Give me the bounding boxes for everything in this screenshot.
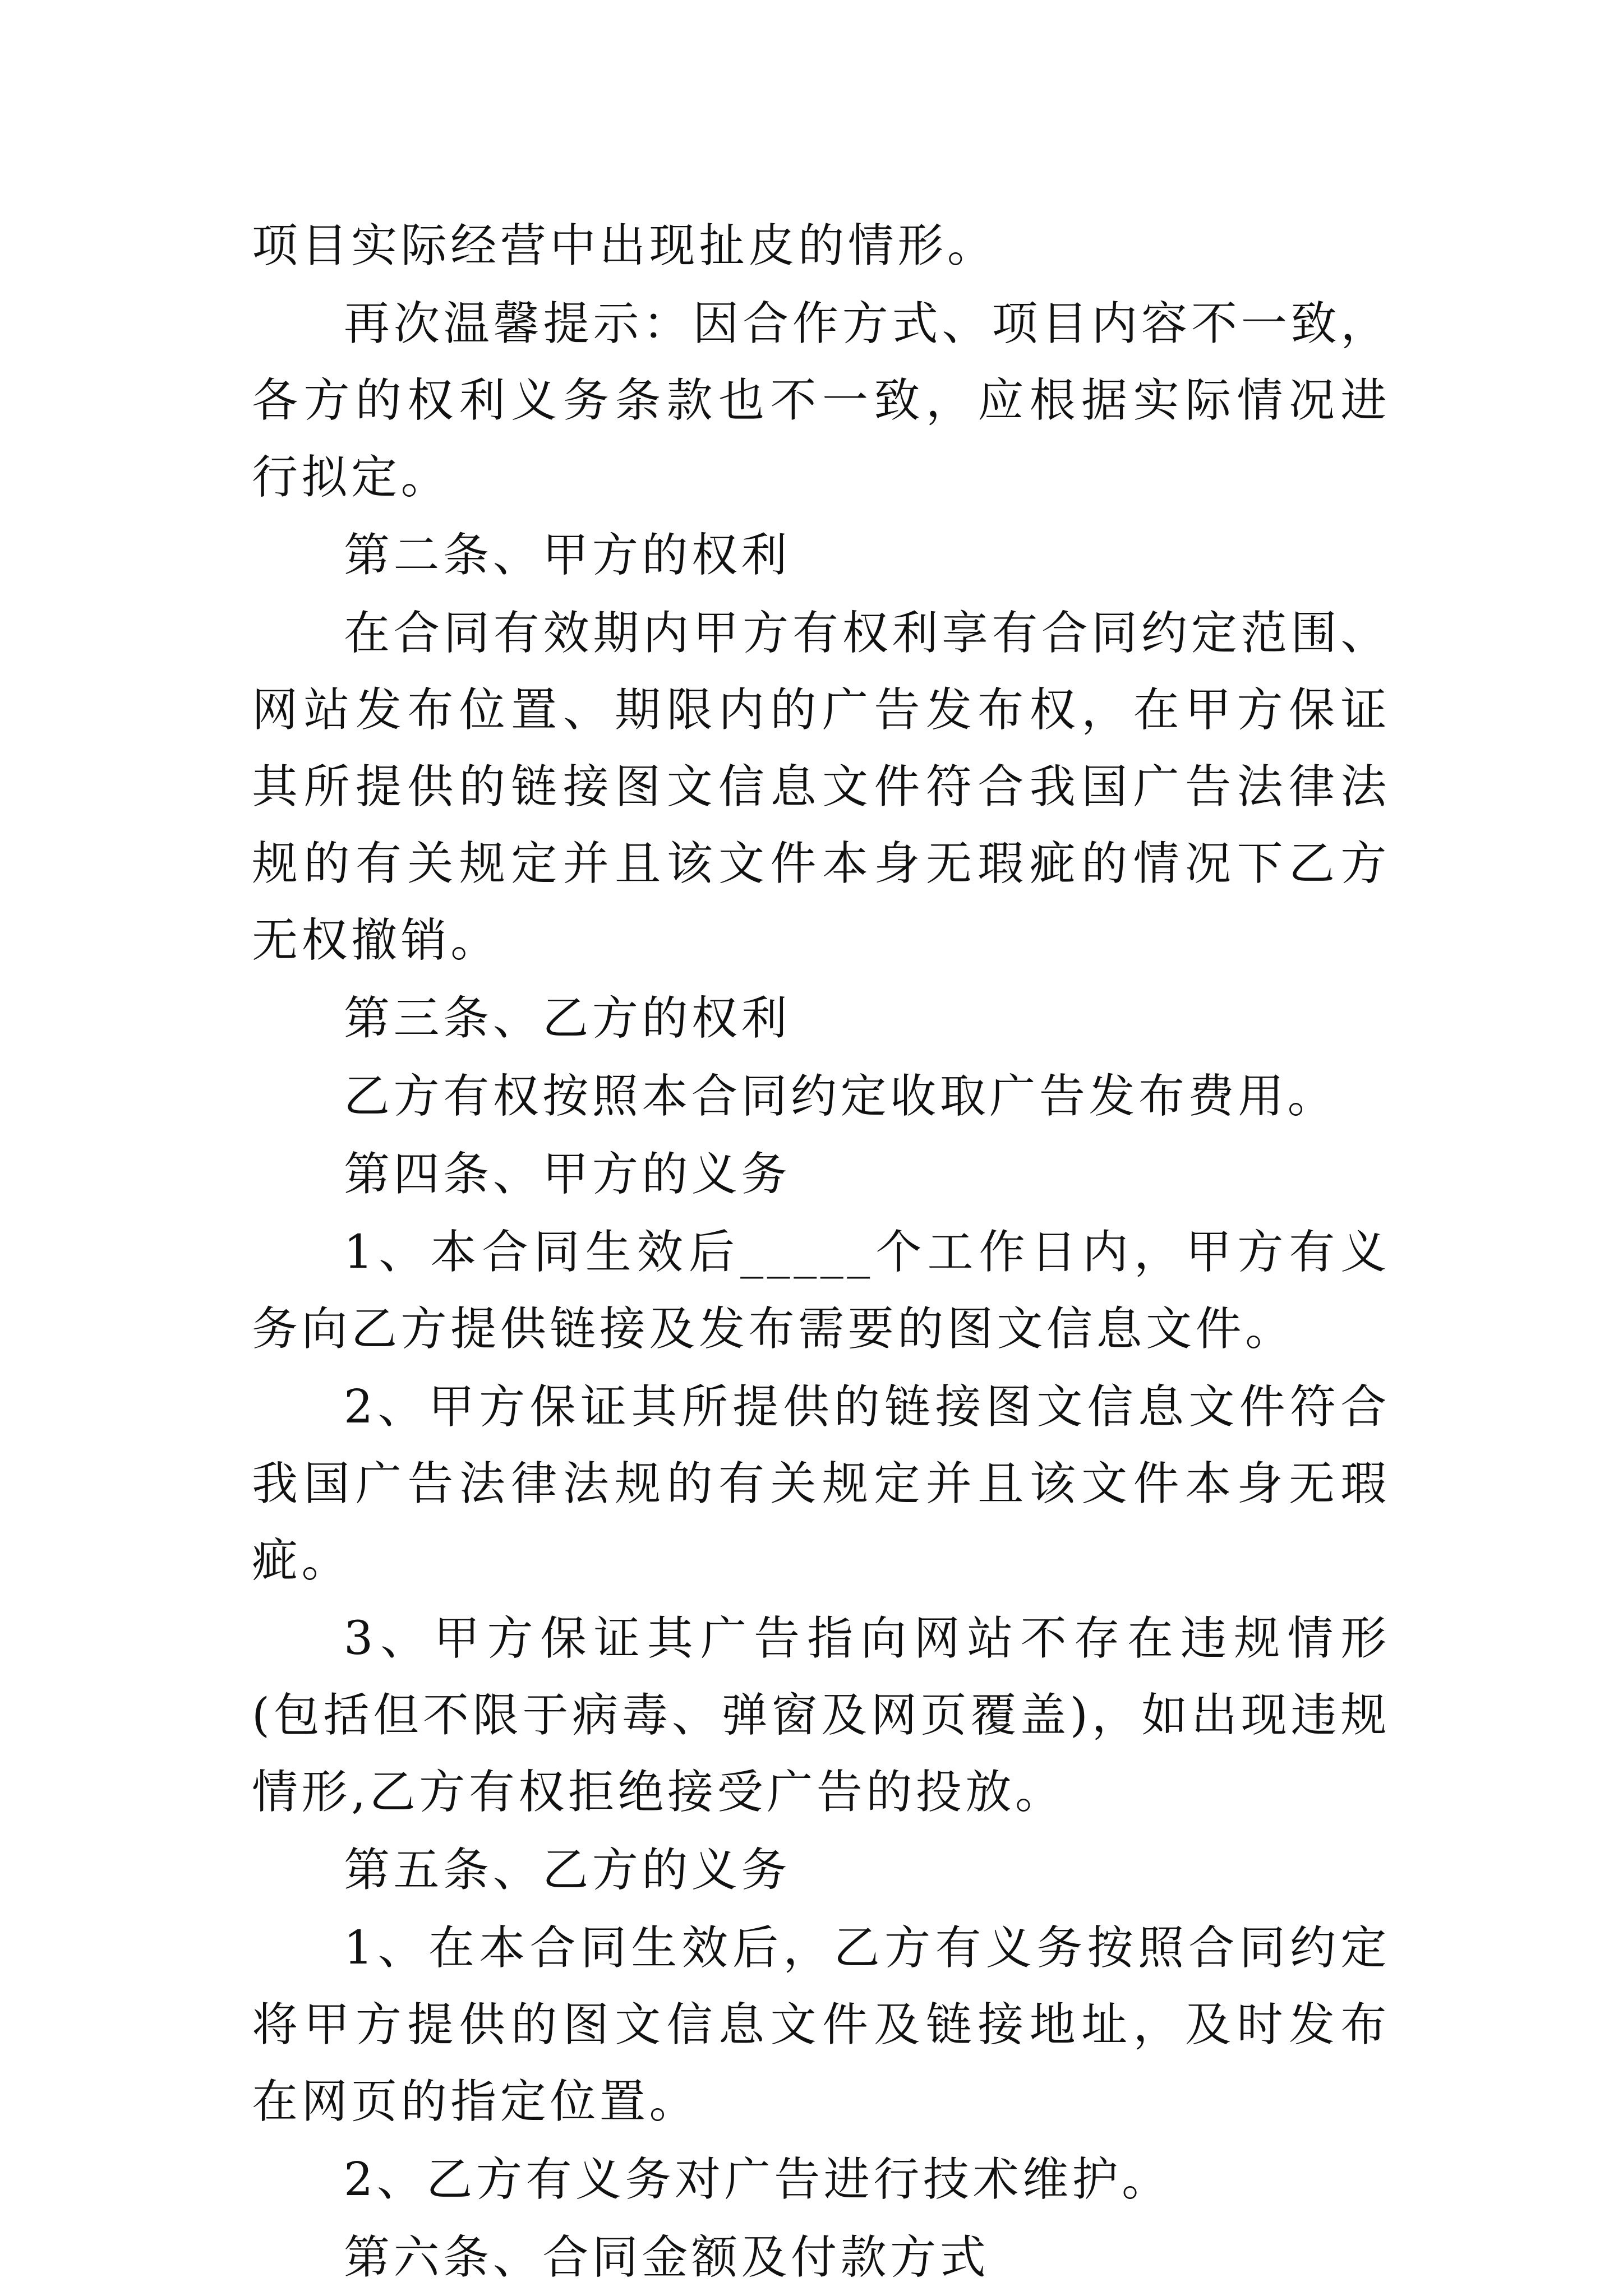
heading-article-2: 第二条、甲方的权利 — [344, 529, 791, 582]
paragraph-article-4-item-1: 1、本合同生效后_____个工作日内，甲方有义务向乙方提供链接及发布需要的图文信息文件。 — [252, 1226, 1390, 1356]
heading-article-4: 第四条、甲方的义务 — [344, 1148, 791, 1201]
paragraph-article-4-item-2: 2、甲方保证其所提供的链接图文信息文件符合我国广告法律法规的有关规定并且该文件本身无瑕疵。 — [252, 1380, 1390, 1587]
paragraph-article-5-item-2: 2、乙方有义务对广告进行技术维护。 — [344, 2153, 1172, 2206]
paragraph-article-5-item-1: 1、在本合同生效后，乙方有义务按照合同约定将甲方提供的图文信息文件及链接地址，及时发布在网页的指定位置。 — [252, 1921, 1390, 2128]
paragraph-continuation: 项目实际经营中出现扯皮的情形。 — [252, 219, 997, 272]
paragraph-article-4-item-3: 3、甲方保证其广告指向网站不存在违规情形(包括但不限于病毒、弹窗及网页覆盖)，如出现违规情形,乙方有权拒绝接受广告的投放。 — [252, 1612, 1390, 1819]
heading-article-5: 第五条、乙方的义务 — [344, 1844, 791, 1897]
heading-article-6: 第六条、合同金额及付款方式 — [344, 2231, 990, 2284]
heading-article-3: 第三条、乙方的权利 — [344, 992, 791, 1045]
paragraph-article-3-body: 乙方有权按照本合同约定收取广告发布费用。 — [344, 1070, 1338, 1123]
paragraph-reminder: 再次温馨提示：因合作方式、项目内容不一致，各方的权利义务条款也不一致，应根据实际情况进行拟定。 — [252, 297, 1390, 504]
document-body — [252, 207, 1390, 2296]
paragraph-article-2-body: 在合同有效期内甲方有权利享有合同约定范围、网站发布位置、期限内的广告发布权，在甲方保证其所提供的链接图文信息文件符合我国广告法律法规的有关规定并且该文件本身无瑕疵的情况下乙方无权撤销。 — [252, 607, 1390, 967]
